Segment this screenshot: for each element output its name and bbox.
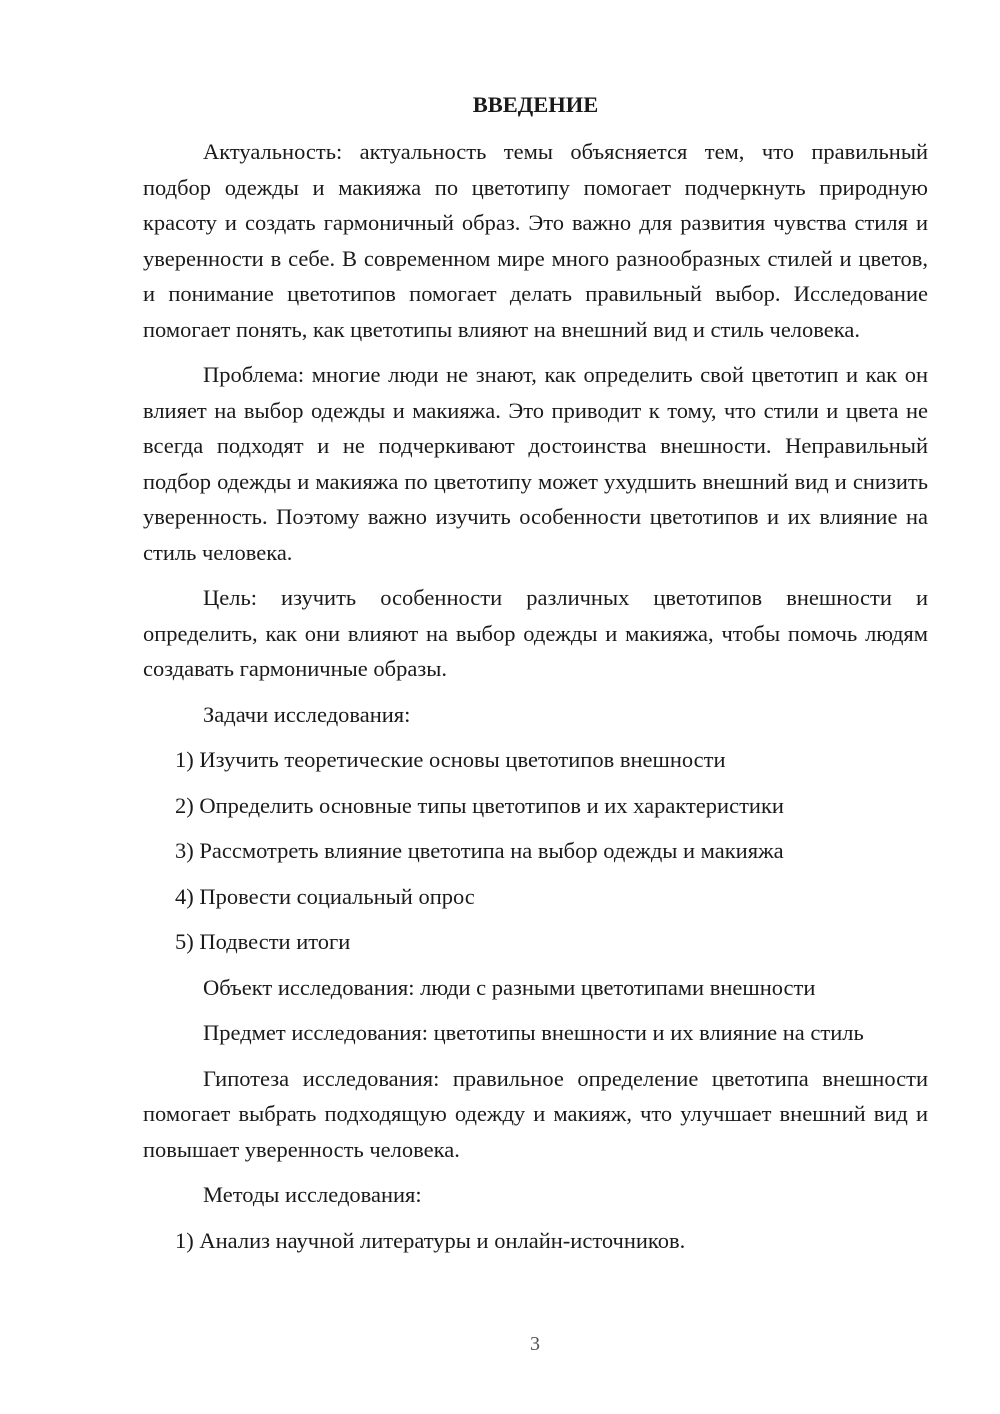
goal-paragraph: Цель: изучить особенности различных цветотипов внешности и определить, как они влияют на выбор одежды и макияжа, чтобы помочь людям создавать гармоничные образы. <box>143 585 928 681</box>
task-item: 2) Определить основные типы цветотипов и их характеристики <box>175 792 784 818</box>
problem-paragraph: Проблема: многие люди не знают, как определить свой цветотип и как он влияет на выбор одежды и макияжа. Это приводит к тому, что стили и цвета не всегда подходят и не подчеркивают достоинства внешности. Неправильный подбор одежды и макияжа по цветотипу может ухудшить внешний вид и снизить уверенность. Поэтому важно изучить особенности цветотипов и их влияние на стиль человека. <box>143 362 928 565</box>
tasks-title: Задачи исследования: <box>203 701 411 727</box>
document-heading: ВВЕДЕНИЕ <box>472 92 599 117</box>
method-item: 1) Анализ научной литературы и онлайн-источников. <box>175 1227 686 1253</box>
research-subject: Предмет исследования: цветотипы внешности и их влияние на стиль <box>203 1020 864 1045</box>
task-item: 1) Изучить теоретические основы цветотипов внешности <box>175 747 726 772</box>
hypothesis-paragraph: Гипотеза исследования: правильное определение цветотипа внешности помогает выбрать подходящую одежду и макияж, что улучшает внешний вид и повышает уверенность человека. <box>143 1065 928 1162</box>
relevance-paragraph: Актуальность: актуальность темы объясняется тем, что правильный подбор одежды и макияжа по цветотипу помогает подчеркнуть природную красоту и создать гармоничный образ. Это важно для развития чувства стиля и уверенности в себе. В современном мире много разнообразных стилей и цветов, и понимание цветотипов помогает делать правильный выбор. Исследование помогает понять, как цветотипы влияют на внешний вид и стиль человека. <box>143 139 928 342</box>
methods-title: Методы исследования: <box>203 1182 422 1207</box>
task-item: 3) Рассмотреть влияние цветотипа на выбор одежды и макияжа <box>175 838 784 863</box>
research-object: Объект исследования: люди с разными цветотипами внешности <box>203 974 816 1000</box>
task-item: 4) Провести социальный опрос <box>175 883 475 909</box>
document-page <box>143 90 928 1268</box>
page-number: 3 <box>530 1333 540 1355</box>
task-item: 5) Подвести итоги <box>175 929 351 954</box>
